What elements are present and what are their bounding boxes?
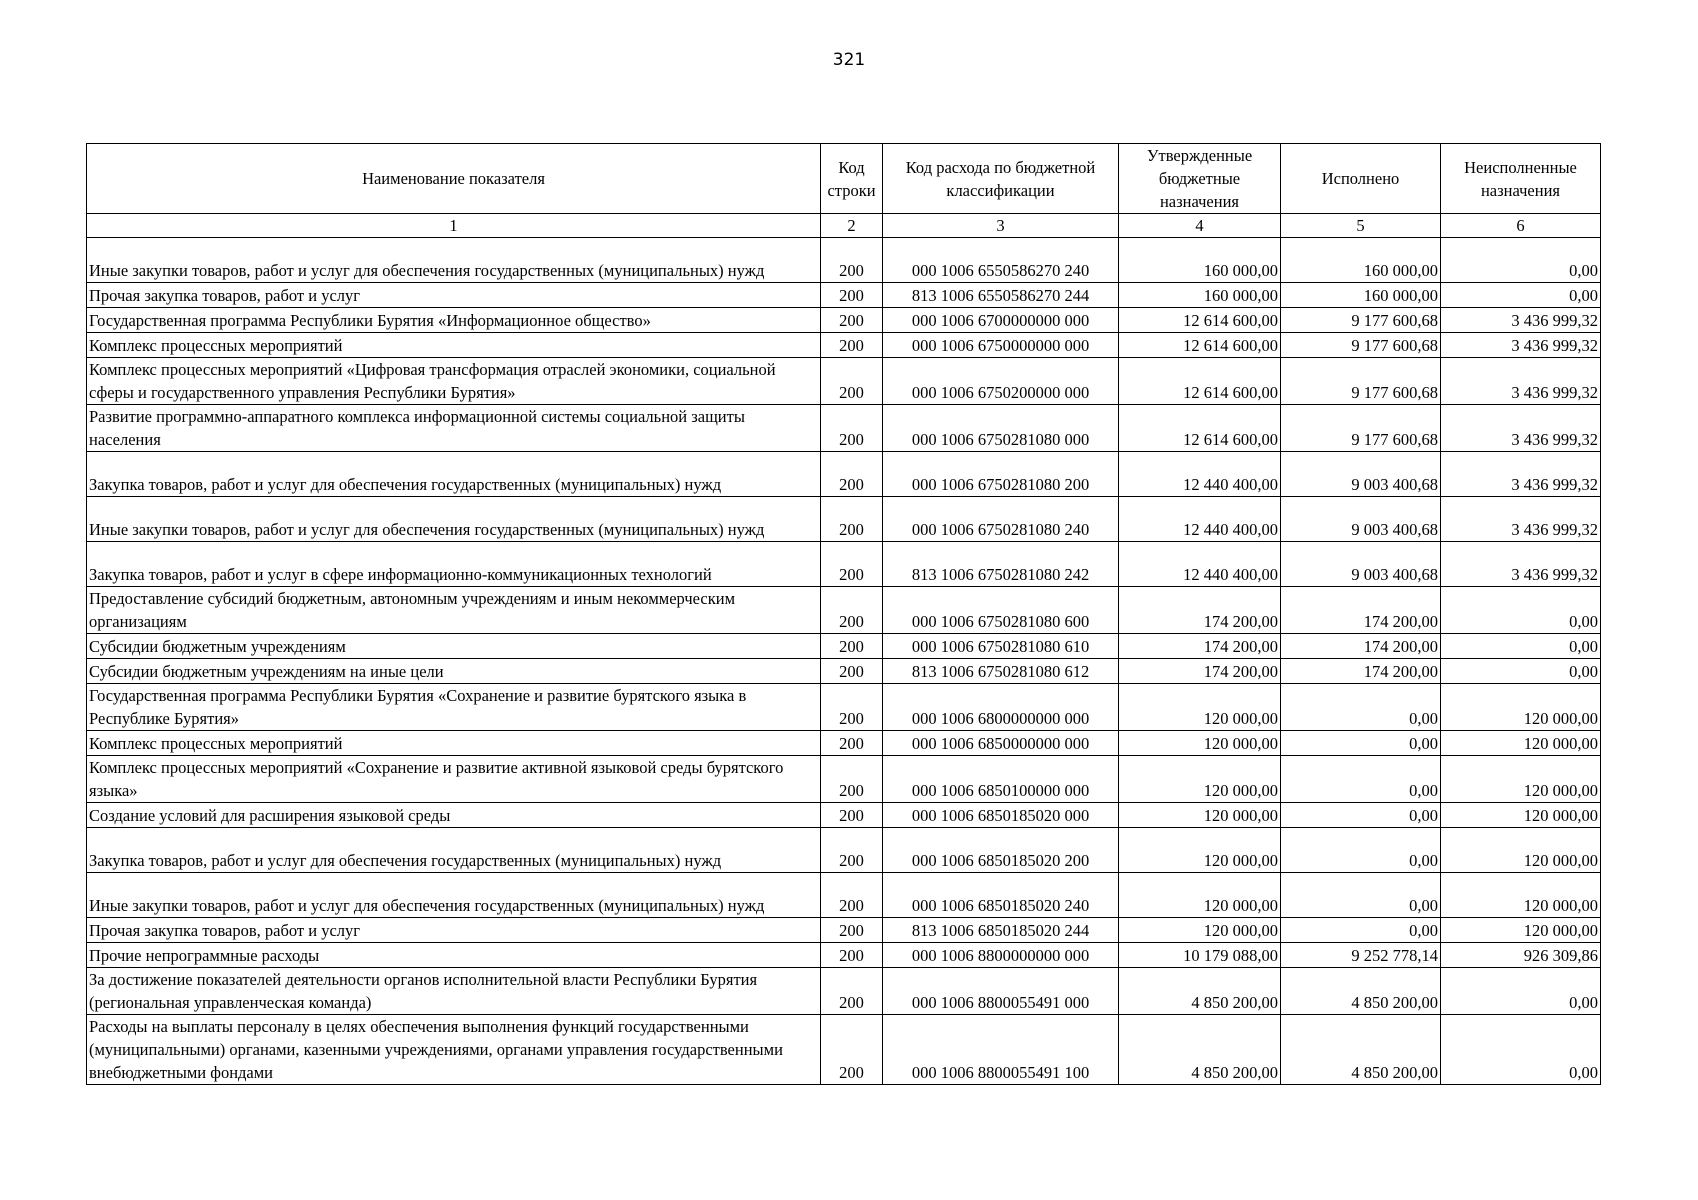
row-expense-code: 000 1006 8800055491 100 bbox=[883, 1015, 1119, 1085]
row-indicator-name: Государственная программа Республики Бурятия «Информационное общество» bbox=[87, 308, 821, 333]
row-line-code: 200 bbox=[821, 358, 883, 405]
column-number: 1 bbox=[87, 214, 821, 238]
row-approved: 174 200,00 bbox=[1119, 659, 1281, 684]
row-unexecuted: 0,00 bbox=[1441, 968, 1601, 1015]
row-line-code: 200 bbox=[821, 587, 883, 634]
row-line-code: 200 bbox=[821, 542, 883, 587]
row-line-code: 200 bbox=[821, 918, 883, 943]
column-number: 2 bbox=[821, 214, 883, 238]
table-row bbox=[87, 731, 1601, 756]
table-row bbox=[87, 943, 1601, 968]
row-unexecuted: 120 000,00 bbox=[1441, 803, 1601, 828]
row-expense-code: 000 1006 6850100000 000 bbox=[883, 756, 1119, 803]
row-indicator-name: За достижение показателей деятельности органов исполнительной власти Республики Бурятия (региональная управленческая команда) bbox=[87, 968, 821, 1015]
row-expense-code: 813 1006 6550586270 244 bbox=[883, 283, 1119, 308]
column-number: 5 bbox=[1281, 214, 1441, 238]
row-expense-code: 000 1006 6750281080 200 bbox=[883, 452, 1119, 497]
row-expense-code: 000 1006 6750281080 240 bbox=[883, 497, 1119, 542]
row-indicator-name: Иные закупки товаров, работ и услуг для обеспечения государственных (муниципальных) нужд bbox=[87, 497, 821, 542]
row-line-code: 200 bbox=[821, 497, 883, 542]
row-unexecuted: 3 436 999,32 bbox=[1441, 452, 1601, 497]
table-row bbox=[87, 918, 1601, 943]
row-unexecuted: 0,00 bbox=[1441, 634, 1601, 659]
table-row bbox=[87, 452, 1601, 497]
row-approved: 120 000,00 bbox=[1119, 756, 1281, 803]
row-approved: 120 000,00 bbox=[1119, 684, 1281, 731]
row-executed: 4 850 200,00 bbox=[1281, 968, 1441, 1015]
table-row bbox=[87, 587, 1601, 634]
row-executed: 4 850 200,00 bbox=[1281, 1015, 1441, 1085]
row-indicator-name: Создание условий для расширения языковой среды bbox=[87, 803, 821, 828]
table-row bbox=[87, 497, 1601, 542]
row-expense-code: 813 1006 6750281080 242 bbox=[883, 542, 1119, 587]
row-indicator-name: Комплекс процессных мероприятий bbox=[87, 731, 821, 756]
row-unexecuted: 3 436 999,32 bbox=[1441, 358, 1601, 405]
row-unexecuted: 120 000,00 bbox=[1441, 684, 1601, 731]
row-expense-code: 000 1006 6850185020 000 bbox=[883, 803, 1119, 828]
row-line-code: 200 bbox=[821, 405, 883, 452]
row-approved: 12 440 400,00 bbox=[1119, 452, 1281, 497]
row-line-code: 200 bbox=[821, 943, 883, 968]
row-executed: 174 200,00 bbox=[1281, 587, 1441, 634]
row-executed: 9 003 400,68 bbox=[1281, 542, 1441, 587]
row-indicator-name: Прочая закупка товаров, работ и услуг bbox=[87, 283, 821, 308]
row-approved: 174 200,00 bbox=[1119, 587, 1281, 634]
row-executed: 174 200,00 bbox=[1281, 659, 1441, 684]
table-row bbox=[87, 308, 1601, 333]
row-expense-code: 000 1006 6850185020 240 bbox=[883, 873, 1119, 918]
header-indicator-name: Наименование показателя bbox=[87, 144, 821, 214]
table-row bbox=[87, 828, 1601, 873]
row-indicator-name: Иные закупки товаров, работ и услуг для обеспечения государственных (муниципальных) нужд bbox=[87, 238, 821, 283]
row-indicator-name: Прочая закупка товаров, работ и услуг bbox=[87, 918, 821, 943]
row-approved: 12 614 600,00 bbox=[1119, 333, 1281, 358]
row-expense-code: 000 1006 6750281080 600 bbox=[883, 587, 1119, 634]
row-indicator-name: Расходы на выплаты персоналу в целях обеспечения выполнения функций государственными (муниципальными) органами, казенными учреждениями, органами управления государственными внебюджетными фондами bbox=[87, 1015, 821, 1085]
row-approved: 120 000,00 bbox=[1119, 873, 1281, 918]
row-unexecuted: 926 309,86 bbox=[1441, 943, 1601, 968]
row-approved: 120 000,00 bbox=[1119, 918, 1281, 943]
row-line-code: 200 bbox=[821, 684, 883, 731]
row-indicator-name: Прочие непрограммные расходы bbox=[87, 943, 821, 968]
row-line-code: 200 bbox=[821, 308, 883, 333]
row-indicator-name: Предоставление субсидий бюджетным, автономным учреждениям и иным некоммерческим организациям bbox=[87, 587, 821, 634]
row-unexecuted: 120 000,00 bbox=[1441, 873, 1601, 918]
row-unexecuted: 3 436 999,32 bbox=[1441, 308, 1601, 333]
row-approved: 120 000,00 bbox=[1119, 731, 1281, 756]
row-executed: 0,00 bbox=[1281, 756, 1441, 803]
row-line-code: 200 bbox=[821, 756, 883, 803]
table-row bbox=[87, 659, 1601, 684]
table-row bbox=[87, 1015, 1601, 1085]
row-approved: 160 000,00 bbox=[1119, 283, 1281, 308]
row-approved: 120 000,00 bbox=[1119, 803, 1281, 828]
table-row bbox=[87, 684, 1601, 731]
row-expense-code: 000 1006 6750281080 610 bbox=[883, 634, 1119, 659]
row-unexecuted: 3 436 999,32 bbox=[1441, 497, 1601, 542]
table-row bbox=[87, 968, 1601, 1015]
row-expense-code: 000 1006 8800055491 000 bbox=[883, 968, 1119, 1015]
row-approved: 160 000,00 bbox=[1119, 238, 1281, 283]
page-number: 321 bbox=[832, 50, 866, 70]
row-unexecuted: 0,00 bbox=[1441, 659, 1601, 684]
row-executed: 160 000,00 bbox=[1281, 283, 1441, 308]
row-unexecuted: 3 436 999,32 bbox=[1441, 333, 1601, 358]
row-expense-code: 000 1006 6750000000 000 bbox=[883, 333, 1119, 358]
row-indicator-name: Государственная программа Республики Бурятия «Сохранение и развитие бурятского языка в Республике Бурятия» bbox=[87, 684, 821, 731]
row-executed: 9 177 600,68 bbox=[1281, 308, 1441, 333]
header-approved: Утвержденные бюджетные назначения bbox=[1119, 144, 1281, 214]
table-row bbox=[87, 405, 1601, 452]
row-approved: 12 440 400,00 bbox=[1119, 542, 1281, 587]
row-approved: 4 850 200,00 bbox=[1119, 1015, 1281, 1085]
header-expense-code: Код расхода по бюджетной классификации bbox=[883, 144, 1119, 214]
table-row bbox=[87, 238, 1601, 283]
row-expense-code: 000 1006 6550586270 240 bbox=[883, 238, 1119, 283]
row-indicator-name: Субсидии бюджетным учреждениям на иные цели bbox=[87, 659, 821, 684]
row-line-code: 200 bbox=[821, 731, 883, 756]
row-executed: 160 000,00 bbox=[1281, 238, 1441, 283]
header-executed: Исполнено bbox=[1281, 144, 1441, 214]
table-row bbox=[87, 634, 1601, 659]
column-number: 6 bbox=[1441, 214, 1601, 238]
row-executed: 9 177 600,68 bbox=[1281, 405, 1441, 452]
row-executed: 0,00 bbox=[1281, 731, 1441, 756]
row-executed: 9 003 400,68 bbox=[1281, 452, 1441, 497]
row-indicator-name: Закупка товаров, работ и услуг для обеспечения государственных (муниципальных) нужд bbox=[87, 452, 821, 497]
table-header-row bbox=[87, 144, 1601, 214]
row-line-code: 200 bbox=[821, 634, 883, 659]
row-indicator-name: Закупка товаров, работ и услуг для обеспечения государственных (муниципальных) нужд bbox=[87, 828, 821, 873]
row-approved: 12 440 400,00 bbox=[1119, 497, 1281, 542]
table-body bbox=[87, 238, 1601, 1085]
row-unexecuted: 0,00 bbox=[1441, 283, 1601, 308]
column-number-row bbox=[87, 214, 1601, 238]
row-expense-code: 000 1006 8800000000 000 bbox=[883, 943, 1119, 968]
header-line-code: Код строки bbox=[821, 144, 883, 214]
row-indicator-name: Иные закупки товаров, работ и услуг для обеспечения государственных (муниципальных) нужд bbox=[87, 873, 821, 918]
row-executed: 0,00 bbox=[1281, 684, 1441, 731]
row-line-code: 200 bbox=[821, 873, 883, 918]
row-unexecuted: 120 000,00 bbox=[1441, 731, 1601, 756]
row-executed: 0,00 bbox=[1281, 803, 1441, 828]
row-unexecuted: 0,00 bbox=[1441, 238, 1601, 283]
table-row bbox=[87, 803, 1601, 828]
column-number: 3 bbox=[883, 214, 1119, 238]
row-line-code: 200 bbox=[821, 333, 883, 358]
row-indicator-name: Субсидии бюджетным учреждениям bbox=[87, 634, 821, 659]
row-unexecuted: 120 000,00 bbox=[1441, 828, 1601, 873]
row-executed: 0,00 bbox=[1281, 918, 1441, 943]
table-row bbox=[87, 358, 1601, 405]
row-expense-code: 000 1006 6750281080 000 bbox=[883, 405, 1119, 452]
header-unexecuted: Неисполненные назначения bbox=[1441, 144, 1601, 214]
row-expense-code: 000 1006 6700000000 000 bbox=[883, 308, 1119, 333]
row-executed: 9 252 778,14 bbox=[1281, 943, 1441, 968]
row-unexecuted: 120 000,00 bbox=[1441, 756, 1601, 803]
row-indicator-name: Комплекс процессных мероприятий bbox=[87, 333, 821, 358]
row-line-code: 200 bbox=[821, 968, 883, 1015]
row-expense-code: 813 1006 6750281080 612 bbox=[883, 659, 1119, 684]
row-approved: 10 179 088,00 bbox=[1119, 943, 1281, 968]
row-approved: 12 614 600,00 bbox=[1119, 405, 1281, 452]
budget-execution-table bbox=[86, 143, 1601, 1085]
row-line-code: 200 bbox=[821, 238, 883, 283]
row-line-code: 200 bbox=[821, 659, 883, 684]
row-unexecuted: 120 000,00 bbox=[1441, 918, 1601, 943]
row-indicator-name: Развитие программно-аппаратного комплекса информационной системы социальной защиты населения bbox=[87, 405, 821, 452]
row-executed: 9 177 600,68 bbox=[1281, 333, 1441, 358]
row-expense-code: 000 1006 6850185020 200 bbox=[883, 828, 1119, 873]
row-line-code: 200 bbox=[821, 828, 883, 873]
row-executed: 0,00 bbox=[1281, 873, 1441, 918]
row-executed: 9 003 400,68 bbox=[1281, 497, 1441, 542]
row-approved: 4 850 200,00 bbox=[1119, 968, 1281, 1015]
row-line-code: 200 bbox=[821, 452, 883, 497]
row-line-code: 200 bbox=[821, 803, 883, 828]
table-row bbox=[87, 542, 1601, 587]
row-executed: 9 177 600,68 bbox=[1281, 358, 1441, 405]
table-row bbox=[87, 283, 1601, 308]
row-approved: 12 614 600,00 bbox=[1119, 308, 1281, 333]
row-approved: 12 614 600,00 bbox=[1119, 358, 1281, 405]
row-expense-code: 000 1006 6850000000 000 bbox=[883, 731, 1119, 756]
row-expense-code: 813 1006 6850185020 244 bbox=[883, 918, 1119, 943]
row-approved: 120 000,00 bbox=[1119, 828, 1281, 873]
row-unexecuted: 0,00 bbox=[1441, 1015, 1601, 1085]
column-number: 4 bbox=[1119, 214, 1281, 238]
row-unexecuted: 3 436 999,32 bbox=[1441, 405, 1601, 452]
table-row bbox=[87, 333, 1601, 358]
table-row bbox=[87, 756, 1601, 803]
row-line-code: 200 bbox=[821, 1015, 883, 1085]
row-executed: 174 200,00 bbox=[1281, 634, 1441, 659]
row-approved: 174 200,00 bbox=[1119, 634, 1281, 659]
row-unexecuted: 0,00 bbox=[1441, 587, 1601, 634]
row-executed: 0,00 bbox=[1281, 828, 1441, 873]
row-indicator-name: Комплекс процессных мероприятий «Сохранение и развитие активной языковой среды бурятского языка» bbox=[87, 756, 821, 803]
table-row bbox=[87, 873, 1601, 918]
row-indicator-name: Комплекс процессных мероприятий «Цифровая трансформация отраслей экономики, социальной сферы и государственного управления Республики Бурятия» bbox=[87, 358, 821, 405]
row-unexecuted: 3 436 999,32 bbox=[1441, 542, 1601, 587]
row-indicator-name: Закупка товаров, работ и услуг в сфере информационно-коммуникационных технологий bbox=[87, 542, 821, 587]
row-expense-code: 000 1006 6750200000 000 bbox=[883, 358, 1119, 405]
row-line-code: 200 bbox=[821, 283, 883, 308]
row-expense-code: 000 1006 6800000000 000 bbox=[883, 684, 1119, 731]
